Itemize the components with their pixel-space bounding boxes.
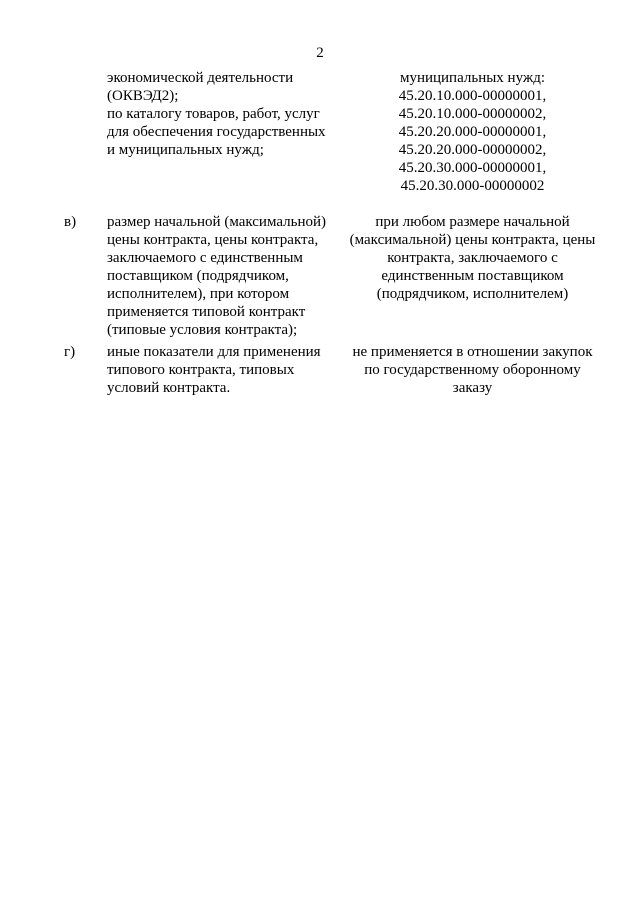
text-line: исполнителем), при котором (107, 286, 290, 302)
code-line: 45.20.30.000-00000002 (400, 178, 545, 194)
text-line: не применяется в отношении закупок (352, 344, 593, 360)
text-line: заказу (452, 380, 493, 396)
code-line: 45.20.20.000-00000002, (398, 142, 547, 158)
code-line: 45.20.20.000-00000001, (398, 124, 547, 140)
item-g-left (107, 343, 337, 397)
text-line: муниципальных нужд: (399, 70, 546, 86)
item-v-left (107, 213, 337, 339)
text-line: цены контракта, цены контракта, (107, 232, 319, 248)
item-marker: в) (64, 214, 77, 230)
top-block-right (340, 69, 605, 195)
text-line: по государственному оборонному (364, 362, 581, 378)
code-line: 45.20.10.000-00000002, (398, 106, 547, 122)
text-line: применяется типовой контракт (107, 304, 306, 320)
item-v-right (340, 213, 605, 303)
text-line: типового контракта, типовых (107, 362, 295, 378)
text-line: поставщиком (подрядчиком, (107, 268, 289, 284)
page-number: 2 (316, 45, 324, 61)
text-line: (максимальной) цены контракта, цены (349, 232, 596, 248)
text-line: экономической деятельности (107, 70, 294, 86)
code-line: 45.20.30.000-00000001, (398, 160, 547, 176)
text-line: для обеспечения государственных (107, 124, 326, 140)
code-line: 45.20.10.000-00000001, (398, 88, 547, 104)
text-line: контракта, заключаемого с (387, 250, 558, 266)
item-g-right (340, 343, 605, 397)
text-line: (ОКВЭД2); (107, 88, 179, 104)
text-line: иные показатели для применения (107, 344, 321, 360)
text-line: (подрядчиком, исполнителем) (376, 286, 569, 302)
text-line: условий контракта. (107, 380, 231, 396)
item-marker: г) (64, 344, 76, 360)
text-line: (типовые условия контракта); (107, 322, 298, 338)
top-block-left (107, 69, 337, 159)
text-line: по каталогу товаров, работ, услуг (107, 106, 320, 122)
text-line: при любом размере начальной (375, 214, 570, 230)
text-line: размер начальной (максимальной) (107, 214, 327, 230)
text-line: единственным поставщиком (381, 268, 564, 284)
text-line: и муниципальных нужд; (107, 142, 264, 158)
text-line: заключаемого с единственным (107, 250, 303, 266)
